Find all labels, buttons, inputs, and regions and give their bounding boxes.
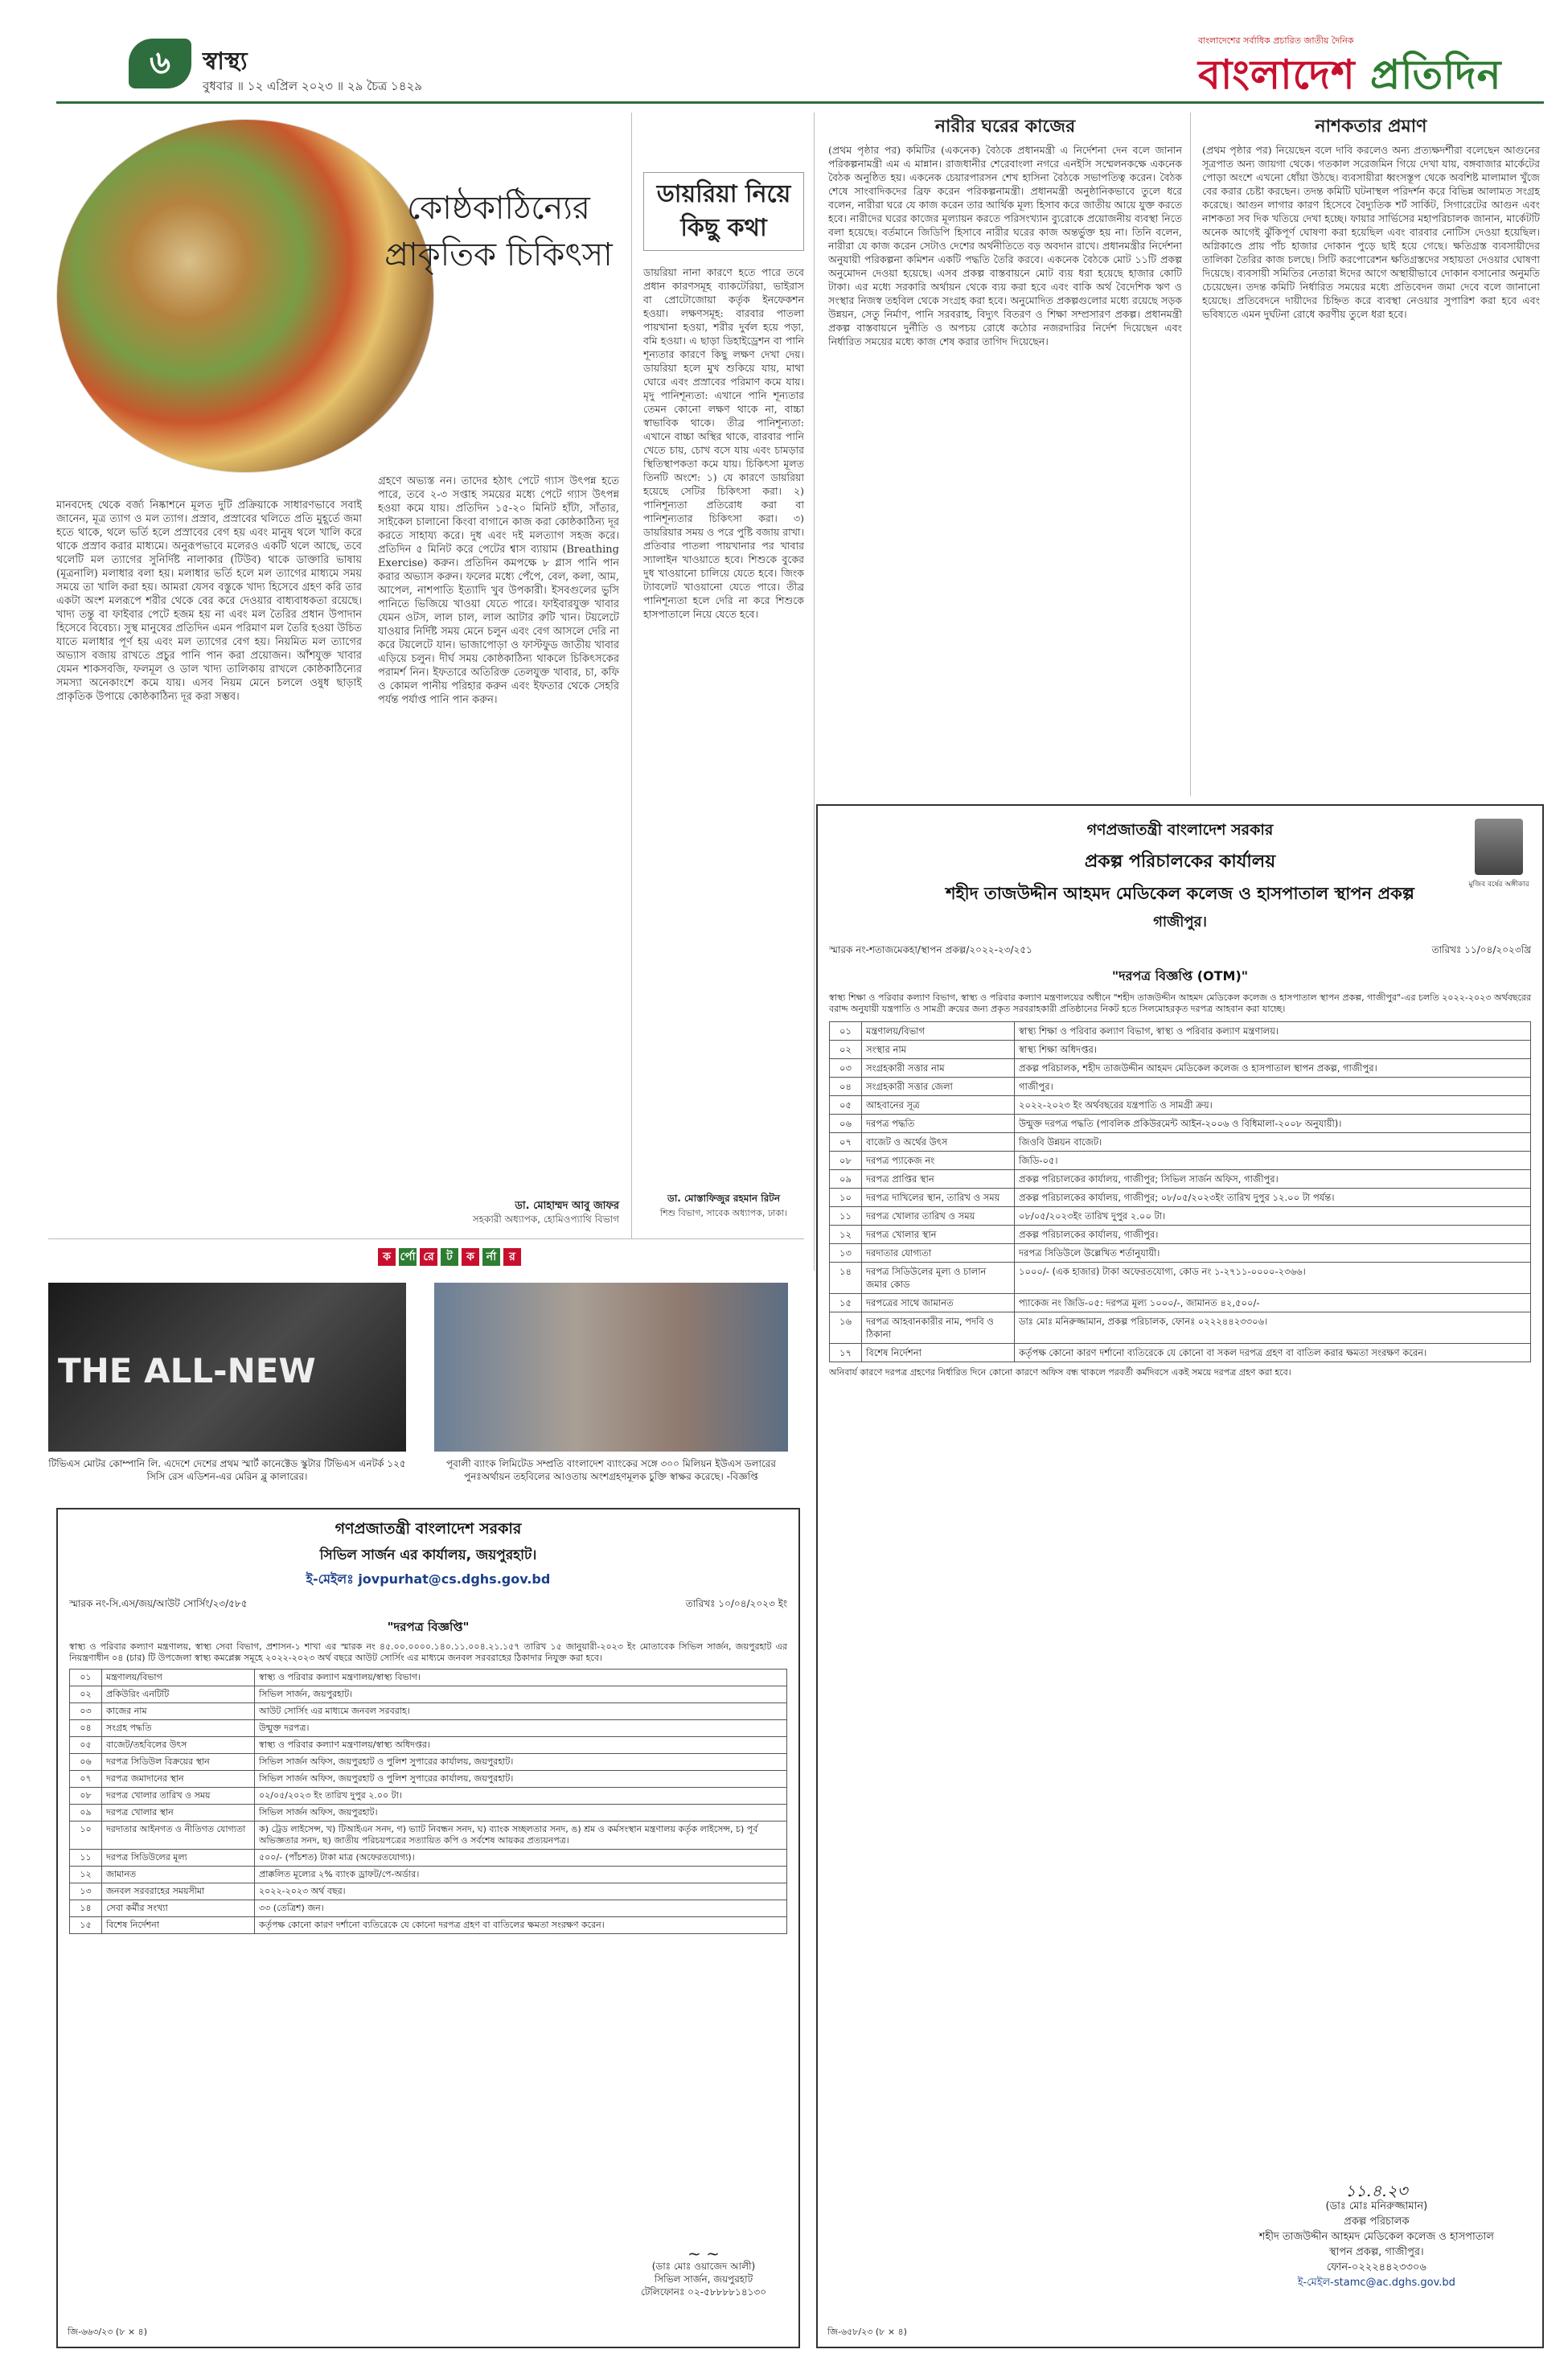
row-label: দরপত্র খোলার স্থান: [102, 1805, 255, 1822]
lead-body-col2: গ্রহণে অভ্যস্ত নন। তাদের হঠাৎ পেটে গ্যাস উৎপন্ন হতে পারে, তবে ২-৩ সপ্তাহ সময়ের মধ্যে পেটে গ্যাস উৎপন্ন হওয়া কমে যায়। প্রতিদিন ১৫-২০ মিনিট হাঁটা, সাঁতার, সাইকেল চালানো কিংবা বাগানে কাজ করা কোষ্ঠকাঠিন্য দূর করতে সাহায্য করে। দুধ এবং দই মলত্যাগ সহজ করে। প্রতিদিন ৫ মিনিট করে পেটের শ্বাস ব্যায়াম (Breathing Exercise) করুন। প্রতিদিন কমপক্ষে ৮ গ্লাস পানি পান করার অভ্যাস করুন। ফলের মধ্যে পেঁপে, বেল, কলা, আম, আপেল, নাশপাতি ইত্যাদি খুব উপকারী। ইসবগুলের ভুসি পানিতে ভিজিয়ে খাওয়া যেতে পারে। ফাইবারযুক্ত খাবার যেমন ওটস, লাল চাল, লাল আটার রুটি খান। টয়লেটে যাওয়ার নির্দিষ্ট সময় মেনে চলুন এবং বেগ আসলে দেরি না করে টয়লেটে যান। ভাজাপোড়া ও ফাস্টফুড জাতীয় খাবার এড়িয়ে চলুন। দীর্ঘ সময় কোষ্ঠকাঠিন্য থাকলে চিকিৎসকের পরামর্শ নিন। ইফতারে অতিরিক্ত তেলযুক্ত খাবার, চা, কফি ও কোমল পানীয় পরিহার করুন এবং ইফতার থেকে সেহরি পর্যন্ত পর্যাপ্ত পানি পান করুন।: [378, 475, 619, 706]
table-row: [830, 1152, 1531, 1170]
row-value: প্যাকেজ নং জিডি-০৫: দরপত্র মূল্য ১০০০/-, জামানত ৪২,৫০০/-: [1015, 1294, 1531, 1312]
banner-letter: ট: [441, 1248, 458, 1266]
row-label: জনবল সরবরাহের সময়সীমা: [102, 1883, 255, 1900]
row-label: বিশেষ নির্দেশনা: [102, 1917, 255, 1934]
row-label: জামানত: [102, 1867, 255, 1883]
table-row: [70, 1737, 787, 1754]
table-row: [70, 1917, 787, 1934]
table-row: [830, 1312, 1531, 1344]
diarrhea-headline: ডায়রিয়া নিয়ে কিছু কথা: [643, 172, 804, 251]
row-label: সংস্থার নাম: [862, 1041, 1015, 1059]
ad-title: "দরপত্র বিজ্ঞপ্তি": [387, 1620, 470, 1634]
table-row: [70, 1788, 787, 1805]
scooter-ad-text: THE ALL-NEW: [58, 1351, 316, 1390]
table-row: [830, 1133, 1531, 1152]
row-number: ০৫: [70, 1737, 102, 1754]
table-row: [70, 1850, 787, 1867]
ad-project: শহীদ তাজউদ্দীন আহমদ মেডিকেল কলেজ ও হাসপাতাল স্থাপন প্রকল্প: [946, 884, 1414, 903]
row-value: দরপত্র সিডিউলে উল্লেখিত শর্তানুযায়ী।: [1015, 1244, 1531, 1263]
row-value: ডাঃ মোঃ মনিরুজ্জামান, প্রকল্প পরিচালক, ফোনঃ ০২২২৪৪২৩৩০৬।: [1015, 1312, 1531, 1344]
row-number: ০২: [830, 1041, 862, 1059]
page-number: ৬: [129, 39, 191, 88]
row-value: ০৮/০৫/২০২৩ইং তারিখ দুপুর ২.০০ টা।: [1015, 1207, 1531, 1226]
row-label: দরপত্র প্রাপ্তির স্থান: [862, 1170, 1015, 1189]
table-row: [830, 1244, 1531, 1263]
row-label: বাজেট ও অর্থের উৎস: [862, 1133, 1015, 1152]
section-divider: [48, 1238, 804, 1239]
row-number: ০৩: [830, 1059, 862, 1078]
sign-role: প্রকল্প পরিচালক: [1344, 2216, 1410, 2228]
section-title: স্বাস্থ্য: [203, 47, 248, 76]
ad-gov: গণপ্রজাতন্ত্রী বাংলাদেশ সরকার: [335, 1520, 522, 1538]
row-label: দরপত্র আহবানকারীর নাম, পদবি ও ঠিকানা: [862, 1312, 1015, 1344]
table-row: [830, 1059, 1531, 1078]
banner-letter: র্পো: [399, 1248, 417, 1266]
lead-body-col1: মানবদেহ থেকে বর্জ্য নিষ্কাশনে মূলত দুটি প্রক্রিয়াকে সাধারণভাবে সবাই জানেন, মূত্র ত্যাগ ও মল ত্যাগ। প্রস্রাব, প্রস্রাবের থলিতে প্রতি মুহূর্তে জমা হতে থাকে, থলে ভর্তি হলে প্রস্রাবের বেগ হয় এবং মানুষ থলে খালি করে থাকে প্রস্রাব করার মাধ্যমে। অনুরূপভাবে মলেরও একটি থলে আছে, তবে থলেটি মল ত্যাগের সুনির্দিষ্ট নালাকার (টিউব) থাকে ডাক্তারি ভাষায় (মূত্রনালি) মলাধার বলা হয়। মলাধার ভর্তি হলে মল ত্যাগের মাধ্যমে সময় সময়ে তা খালি করা হয়। আমরা যেসব বস্তুকে খাদ্য হিসেবে গ্রহণ করি তার একটা অংশ মলরূপে শরীর থেকে বের করে দেওয়ার বাধ্যবাধকতা রয়েছে। খাদ্য তন্তু বা ফাইবার পেটে হজম হয় না এবং মল তৈরির প্রধান উপাদান হিসেবে বিবেচ্য। সুস্থ মানুষের প্রতিদিন এমন পরিমাণ মল তৈরি হওয়া উচিত যাতে মলাধার পূর্ণ হয় এবং মল ত্যাগের বেগ হয়। নিয়মিত মল ত্যাগের অভ্যাস বজায় রাখতে প্রচুর পানি পান করা প্রয়োজন। আঁশযুক্ত খাবার যেমন শাকসবজি, ফলমূল ও ডাল খাদ্য তালিকায় রাখলে কোষ্ঠকাঠিন্যের সমস্যা অনেকাংশে কমে যায়। এসব নিয়ম মেনে চললে ওষুধ ছাড়াই প্রাকৃতিক উপায়ে কোষ্ঠকাঠিন্য দূর করা সম্ভব।: [56, 499, 362, 703]
row-number: ০৭: [830, 1133, 862, 1152]
diarrhea-body: ডায়রিয়া নানা কারণে হতে পারে তবে প্রধান কারণসমূহ ব্যাকটেরিয়া, ভাইরাস বা প্রোটোজোয়া কর্তৃক ইনফেকশন হওয়া। লক্ষণসমূহ: বারবার পাতলা পায়খানা হওয়া, শরীর দুর্বল হয়ে পড়া, বমি হওয়া। এ ছাড়া ডিহাইড্রেশন বা পানি শূন্যতার কারণে কিছু লক্ষণ দেখা দেয়। ডায়রিয়া হলে মুখ শুকিয়ে যায়, মাথা ঘোরে এবং প্রস্রাবের পরিমাণ কমে যায়। মৃদু পানিশূন্যতা: এখানে পানি শূন্যতার তেমন কোনো লক্ষণ থাকে না, বাচ্চা স্বাভাবিক থাকে। তীব্র পানিশূন্যতা: এখানে বাচ্চা অস্থির থাকে, বারবার পানি খেতে চায়, চোখ বসে যায় এবং চামড়ার স্থিতিস্থাপকতা কমে যায়। চিকিৎসা মূলত তিনটি অংশে: ১) যে কারণে ডায়রিয়া হয়েছে সেটির চিকিৎসা করা। ২) পানিশূন্যতা প্রতিরোধ করা বা পানিশূন্যতার চিকিৎসা করা। ৩) ডায়রিয়ার সময় ও পরে পুষ্টি বজায় রাখা। প্রতিবার পাতলা পায়খানার পর খাবার স্যালাইন খাওয়াতে হবে। শিশুকে বুকের দুধ খাওয়ানো চালিয়ে যেতে হবে। জিংক ট্যাবলেট খাওয়ানো যেতে পারে। তীব্র পানিশূন্যতা হলে দেরি না করে শিশুকে হাসপাতালে নিয়ে যেতে হবে।: [643, 266, 804, 620]
row-number: ১৬: [830, 1312, 862, 1344]
banner-letter: র্না: [482, 1248, 500, 1266]
diarrhea-byline: ডা. মোস্তাফিজুর রহমান রিটন: [667, 1193, 780, 1204]
row-number: ১৫: [830, 1294, 862, 1312]
diarrhea-byline-role: শিশু বিভাগ, সাবেক অধ্যাপক, ঢাকা।: [659, 1208, 788, 1218]
column-divider: [631, 113, 632, 1238]
row-number: ০২: [70, 1686, 102, 1703]
tender-table: [69, 1669, 787, 1934]
ad-intro: স্বাস্থ্য ও পরিবার কল্যাণ মন্ত্রণালয়, স্বাস্থ্য সেবা বিভাগ, প্রশাসন-১ শাখা এর স্মারক নং ৪৫.০০.০০০০.১৪০.১১.০০৪.২১.১৫৭ তারিখ ১৫ জানুয়ারী-২০২৩ ইং মোতাবেক সিভিল সার্জন, জয়পুরহাট এর নিয়ন্ত্রণাধীন ০৪ (চার) টি উপজেলা স্বাস্থ্য কমপ্লেক্স সমূহে ২০২২-২০২৩ অর্থ বছরে আউট সোর্সিং এর মাধ্যমে জনবল সরবরাহের ঠিকাদার নিযুক্ত করা হবে।: [69, 1641, 787, 1663]
table-row: [70, 1771, 787, 1788]
row-label: সংগ্রহ পদ্ধতি: [102, 1720, 255, 1737]
tender-table: [829, 1021, 1531, 1362]
row-value: ০২/০৫/২০২৩ ইং তারিখ দুপুর ২.০০ টা।: [255, 1788, 787, 1805]
row-value: জিওবি উন্নয়ন বাজেট।: [1015, 1133, 1531, 1152]
ad-memo-date: তারিখঃ ১০/০৪/২০২৩ ইং: [685, 1598, 787, 1609]
table-row: [70, 1805, 787, 1822]
row-value: ১০০০/- (এক হাজার) টাকা অফেরতযোগ্য, কোড নং ১-২৭১১-০০০০-২৩৬৬।: [1015, 1263, 1531, 1294]
row-label: দরপত্র পদ্ধতি: [862, 1115, 1015, 1133]
row-label: দরপত্র খোলার স্থান: [862, 1226, 1015, 1244]
ad-title: "দরপত্র বিজ্ঞপ্তি (OTM)": [1111, 968, 1249, 984]
row-label: দরপত্র জমাদানের স্থান: [102, 1771, 255, 1788]
banner-letter: ক: [378, 1248, 396, 1266]
row-label: সেবা কর্মীর সংখ্যা: [102, 1900, 255, 1917]
table-row: [70, 1703, 787, 1720]
fruit-photo: [56, 119, 434, 473]
row-value: কর্তৃপক্ষ কোনো কারণ দর্শানো ব্যতিরেকে যে কোনো বা সকল দরপত্র গ্রহণ বা বাতিল করার ক্ষমতা সংরক্ষণ করেন।: [1015, 1344, 1531, 1362]
sign-email[interactable]: ই-মেইল-stamc@ac.dghs.gov.bd: [1297, 2277, 1455, 2289]
row-number: ০৮: [830, 1152, 862, 1170]
row-value: কর্তৃপক্ষ কোনো কারণ দর্শানো ব্যতিরেকে যে কোনো দরপত্র গ্রহণ বা বাতিলের ক্ষমতা সংরক্ষণ করেন।: [255, 1917, 787, 1934]
table-row: [830, 1189, 1531, 1207]
row-label: দরদাতার যোগ্যতা: [862, 1244, 1015, 1263]
row-value: প্রকল্প পরিচালকের কার্যালয়, গাজীপুর; সিভিল সার্জন অফিস, গাজীপুর।: [1015, 1170, 1531, 1189]
lead-byline: ডা. মোহাম্মদ আবু জাফর: [515, 1200, 619, 1212]
row-number: ০১: [70, 1670, 102, 1686]
row-label: বিশেষ নির্দেশনা: [862, 1344, 1015, 1362]
lead-byline-role: সহকারী অধ্যাপক, হোমিওপ্যাথি বিভাগ: [472, 1214, 619, 1225]
table-row: [830, 1041, 1531, 1059]
row-value: ২০২২-২০২৩ অর্থ বছর।: [255, 1883, 787, 1900]
row-number: ০৭: [70, 1771, 102, 1788]
row-number: ১৩: [830, 1244, 862, 1263]
tender-ad-gazipur: [816, 804, 1544, 2348]
row-number: ১৪: [70, 1900, 102, 1917]
row-label: বাজেট/তহবিলের উৎস: [102, 1737, 255, 1754]
row-value: সিভিল সার্জন, জয়পুরহাট।: [255, 1686, 787, 1703]
row-number: ১১: [70, 1850, 102, 1867]
row-label: সংগ্রহকারী সত্তার জেলা: [862, 1078, 1015, 1096]
portrait-photo: [1475, 819, 1523, 875]
row-number: ০৩: [70, 1703, 102, 1720]
row-number: ০৯: [70, 1805, 102, 1822]
fire-headline: নাশকতার প্রমাণ: [1315, 117, 1427, 137]
column-divider: [814, 113, 815, 1271]
sign-org1: শহীদ তাজউদ্দীন আহমদ মেডিকেল কলেজ ও হাসপাতাল: [1258, 2231, 1494, 2243]
caption-bank: পূবালী ব্যাংক লিমিটেড সম্প্রতি বাংলাদেশ ব্যাংকের সঙ্গে ৩০০ মিলিয়ন ইউএস ডলারের পুনঃঅর্থায়ন তহবিলের আওতায় অংশগ্রহণমূলক চুক্তি স্বাক্ষর করেছে। -বিজ্ঞপ্তি: [446, 1458, 776, 1482]
row-value: প্রকল্প পরিচালকের কার্যালয়, গাজীপুর।: [1015, 1226, 1531, 1244]
row-value: সিভিল সার্জন অফিস, জয়পুরহাট ও পুলিশ সুপারের কার্যালয়, জয়পুরহাট।: [255, 1754, 787, 1771]
row-number: ১৪: [830, 1263, 862, 1294]
row-number: ০১: [830, 1022, 862, 1041]
sign-org2: স্থাপন প্রকল্প, গাজীপুর।: [1329, 2246, 1424, 2258]
sign-role: সিভিল সার্জন, জয়পুরহাট: [654, 2273, 753, 2285]
ad-office: সিভিল সার্জন এর কার্যালয়, জয়পুরহাট।: [319, 1547, 537, 1563]
row-number: ০৯: [830, 1170, 862, 1189]
ad-memo: স্মারক নং-সি.এস/জয়/আউট সোর্সিং/২৩/৫৮৫: [69, 1598, 248, 1609]
row-label: দরপত্র দাখিলের স্থান, তারিখ ও সময়: [862, 1189, 1015, 1207]
ad-ref: জি-৬৬৩/২৩ (৮ × ৪): [68, 2327, 147, 2337]
row-label: মন্ত্রণালয়/বিভাগ: [862, 1022, 1015, 1041]
ad-memo-date: তারিখঃ ১১/০৪/২০২৩খ্রি: [1431, 944, 1531, 955]
row-number: ০৫: [830, 1096, 862, 1115]
row-value: আউট সোর্সিং এর মাধ্যমে জনবল সরবরাহ।: [255, 1703, 787, 1720]
table-row: [70, 1822, 787, 1850]
table-row: [70, 1883, 787, 1900]
table-row: [70, 1686, 787, 1703]
row-label: প্রকিউরিং এনটিটি: [102, 1686, 255, 1703]
masthead-logo-part-b: প্রতিদিন: [1369, 51, 1502, 98]
table-row: [830, 1078, 1531, 1096]
tender-ad-joypurhat: [56, 1508, 800, 2348]
ad-gov: গণপ্রজাতন্ত্রী বাংলাদেশ সরকার: [1086, 821, 1274, 839]
row-value: উন্মুক্ত দরপত্র পদ্ধতি (পাবলিক প্রকিউরমেন্ট আইন-২০০৬ ও বিধিমালা-২০০৮ অনুযায়ী)।: [1015, 1115, 1531, 1133]
table-row: [830, 1170, 1531, 1189]
ad-email[interactable]: ই-মেইলঃ jovpurhat@cs.dghs.gov.bd: [306, 1571, 551, 1587]
ad-signature-block: [640, 2244, 766, 2298]
row-number: ০৬: [830, 1115, 862, 1133]
row-value: সিভিল সার্জন অফিস, জয়পুরহাট ও পুলিশ সুপারের কার্যালয়, জয়পুরহাট।: [255, 1771, 787, 1788]
women-body: (প্রথম পৃষ্ঠার পর) কমিটির (একনেক) বৈঠকে প্রধানমন্ত্রী এ নির্দেশনা দেন বলে জানান পরিকল্পনামন্ত্রী এম এ মান্নান। রাজধানীর শেরেবাংলা নগরে এনইসি সম্মেলনকক্ষে একনেক বৈঠক অনুষ্ঠিত হয়। একনেক চেয়ারপারসন শেখ হাসিনা বৈঠকে সভাপতিত্ব করেন। বৈঠক শেষে সাংবাদিকদের ব্রিফ করেন পরিকল্পনামন্ত্রী। প্রধানমন্ত্রী অনুষ্ঠানিকভাবে তুলে ধরে বলেন, নারীরা ঘরে যে কাজ করেন তার আর্থিক মূল্য হিসাব করে জাতীয় আয়ে যুক্ত করতে হবে। নারীদের ঘরের কাজের মূল্যায়ন করতে পরিসংখ্যান ব্যুরোকে প্রয়োজনীয় ব্যবস্থা নিতে বলা হয়েছে। বর্তমানে জিডিপি হিসাবে নারীর ঘরের কাজ অন্তর্ভুক্ত হয় না। তিনি বলেন, নারীরা যে কাজ করেন সেটাও দেশের অর্থনীতিতে বড় অবদান রাখে। প্রধানমন্ত্রীর নির্দেশনা অনুযায়ী পরিকল্পনা কমিশন একটি পদ্ধতি তৈরি করবে। একনেক বৈঠকে মোট ১১টি প্রকল্প অনুমোদন দেওয়া হয়েছে। এসব প্রকল্প বাস্তবায়নে মোট ব্যয় ধরা হয়েছে হাজার কোটি টাকা। এর মধ্যে সরকারি অর্থায়ন থেকে ব্যয় করা হবে এবং বাকি অর্থ বৈদেশিক ঋণ ও সংস্থার নিজস্ব তহবিল থেকে সংগ্রহ করা হবে। অনুমোদিত প্রকল্পগুলোর মধ্যে রয়েছে সড়ক উন্নয়ন, সেতু নির্মাণ, পানি সরবরাহ, বিদ্যুৎ বিতরণ ও শিক্ষা সম্প্রসারণ প্রকল্প। প্রধানমন্ত্রী প্রকল্প বাস্তবায়নে দুর্নীতি ও অপচয় রোধে কঠোর নজরদারির নির্দেশ দিয়েছেন এবং নির্ধারিত সময়ের মধ্যে কাজ শেষ করার তাগিদ দিয়েছেন।: [828, 144, 1182, 347]
row-number: ১১: [830, 1207, 862, 1226]
table-row: [70, 1754, 787, 1771]
signature-date: ১১.৪.২৩: [1345, 2181, 1408, 2200]
issue-date: বুধবার ॥ ১২ এপ্রিল ২০২৩ ॥ ২৯ চৈত্র ১৪২৯: [203, 79, 423, 93]
row-value: স্বাস্থ্য শিক্ষা অধিদপ্তর।: [1015, 1041, 1531, 1059]
row-value: ২০২২-২০২৩ ইং অর্থবছরের যন্ত্রপাতি ও সামগ্রী ক্রয়।: [1015, 1096, 1531, 1115]
ad-office: প্রকল্প পরিচালকের কার্যালয়: [1084, 852, 1276, 872]
corporate-corner-banner: [378, 1248, 521, 1266]
row-value: স্বাস্থ্য শিক্ষা ও পরিবার কল্যাণ বিভাগ, স্বাস্থ্য ও পরিবার কল্যাণ মন্ত্রণালয়।: [1015, 1022, 1531, 1041]
row-label: দরপত্রের সাথে জামানত: [862, 1294, 1015, 1312]
row-value: সিভিল সার্জন অফিস, জয়পুরহাট।: [255, 1805, 787, 1822]
row-value: ৫০০/- (পাঁচশত) টাকা মাত্র (অফেরতযোগ্য)।: [255, 1850, 787, 1867]
table-row: [70, 1720, 787, 1737]
banner-letter: রে: [420, 1248, 437, 1266]
row-value: গাজীপুর।: [1015, 1078, 1531, 1096]
row-label: দরদাতার আইনগত ও নীতিগত যোগ্যতা: [102, 1822, 255, 1850]
row-value: স্বাস্থ্য ও পরিবার কল্যাণ মন্ত্রণালয়/স্বাস্থ্য বিভাগ।: [255, 1670, 787, 1686]
row-number: ১৫: [70, 1917, 102, 1934]
row-number: ১২: [70, 1867, 102, 1883]
table-row: [830, 1263, 1531, 1294]
row-label: কাজের নাম: [102, 1703, 255, 1720]
row-number: ০৮: [70, 1788, 102, 1805]
table-row: [830, 1226, 1531, 1244]
sign-name: (ডাঃ মোঃ মনিরুজ্জামান): [1325, 2200, 1428, 2212]
row-label: আহবানের সূত্র: [862, 1096, 1015, 1115]
ad-note: অনিবার্য কারণে দরপত্র গ্রহণের নির্ধারিত দিনে কোনো কারণে অফিস বন্ধ থাকলে পরবর্তী কর্মদিবসে একই সময়ে দরপত্র গ্রহণ করা হবে।: [829, 1367, 1291, 1378]
row-number: ১০: [830, 1189, 862, 1207]
table-row: [830, 1022, 1531, 1041]
row-number: ১০: [70, 1822, 102, 1850]
row-label: দরপত্র সিডিউলের মূল্য ও চালান জমার কোড: [862, 1263, 1015, 1294]
caption-scooter: টিভিএস মোটর কোম্পানি লি. এদেশে দেশের প্রথম স্মার্ট কানেক্টেড স্কুটার টিভিএস এনটর্ক ১২৫ সিসি রেস এডিশন-এর মেরিন ব্লু কালারের।: [48, 1458, 406, 1482]
row-number: ০৪: [830, 1078, 862, 1096]
table-row: [830, 1344, 1531, 1362]
ad-memo: স্মারক নং-শতাজমেকহা/স্থাপন প্রকল্প/২০২২-২৩/২৫১: [829, 944, 1032, 955]
banner-letter: ক: [462, 1248, 479, 1266]
ad-signature-block: [1259, 2183, 1494, 2290]
table-row: [830, 1115, 1531, 1133]
row-label: দরপত্র খোলার তারিখ ও সময়: [102, 1788, 255, 1805]
row-label: দরপত্র সিডিউল বিক্রয়ের স্থান: [102, 1754, 255, 1771]
bank-agreement-photo: [434, 1283, 788, 1452]
lead-headline: কোষ্ঠকাঠিন্যের প্রাকৃতিক চিকিৎসা: [384, 190, 613, 273]
row-value: জিডি-০৫।: [1015, 1152, 1531, 1170]
fire-body: (প্রথম পৃষ্ঠার পর) নিয়েছেন বলে দাবি করলেও অন্য প্রত্যক্ষদর্শীরা বলেছেন আগুনের সূত্রপাত অন্য জায়গা থেকে। গতকাল সরেজমিন গিয়ে দেখা যায়, বঙ্গবাজার মার্কেটের পোড়া অংশে এখনো ধোঁয়া উঠছে। ব্যবসায়ীরা ধ্বংসস্তূপ থেকে অবশিষ্ট মালামাল খুঁজে বের করার চেষ্টা করছেন। তদন্ত কমিটি ঘটনাস্থল পরিদর্শন করে বিভিন্ন আলামত সংগ্রহ করেছে। আগুন লাগার কারণ হিসেবে বৈদ্যুতিক শর্ট সার্কিট, সিগারেটের আগুন এবং নাশকতা সব দিক খতিয়ে দেখা হচ্ছে। ফায়ার সার্ভিসের মহাপরিচালক জানান, মার্কেটটি অনেক আগেই ঝুঁকিপূর্ণ ঘোষণা করা হয়েছিল এবং বারবার নোটিস দেওয়া হয়েছিল। অগ্নিকাণ্ডে প্রায় পাঁচ হাজার দোকান পুড়ে ছাই হয়ে গেছে। ক্ষতিগ্রস্ত ব্যবসায়ীদের তালিকা তৈরির কাজ চলছে। সিটি করপোরেশন ক্ষতিগ্রস্তদের সহায়তা দেওয়ার ঘোষণা দিয়েছে। ব্যবসায়ী সমিতির নেতারা ঈদের আগে অস্থায়ীভাবে দোকান বসানোর অনুমতি চেয়েছেন। তদন্ত কমিটি নির্ধারিত সময়ের মধ্যে প্রতিবেদন জমা দেবে বলে জানানো হয়েছে। প্রতিবেদনে দায়ীদের চিহ্নিত করে ব্যবস্থা নেওয়ার সুপারিশ করা হবে এবং ভবিষ্যতে এমন দুর্ঘটনা রোধে করণীয় তুলে ধরা হবে।: [1202, 144, 1540, 320]
masthead-logo-part-a: বাংলাদেশ: [1198, 51, 1370, 98]
ad-intro: স্বাস্থ্য শিক্ষা ও পরিবার কল্যাণ বিভাগ, স্বাস্থ্য ও পরিবার কল্যাণ মন্ত্রণালয়ের অধীনে "শহীদ তাজউদ্দীন আহমদ মেডিকেল কলেজ ও হাসপাতাল স্থাপন প্রকল্প, গাজীপুর"-এর চলতি ২০২২-২০২৩ অর্থবছরের বরাদ্দ অনুযায়ী যন্ত্রপাতি ও সামগ্রী ক্রয়ের জন্য প্রকৃত সরবরাহকারী প্রতিষ্ঠানের নিকট হতে সিলমোহরকৃত দরপত্র আহবান করা যাচ্ছে।: [829, 992, 1531, 1014]
row-number: ১৭: [830, 1344, 862, 1362]
row-value: ৩৩ (তেত্রিশ) জন।: [255, 1900, 787, 1917]
row-value: প্রকল্প পরিচালকের কার্যালয়, গাজীপুর; ০৮/০৫/২০২৩ইং তারিখ দুপুর ১২.০০ টা পর্যন্ত।: [1015, 1189, 1531, 1207]
table-row: [830, 1294, 1531, 1312]
row-value: স্বাস্থ্য ও পরিবার কল্যাণ মন্ত্রণালয়/স্বাস্থ্য অধিদপ্তর।: [255, 1737, 787, 1754]
row-number: ০৪: [70, 1720, 102, 1737]
table-row: [70, 1867, 787, 1883]
ad-place: গাজীপুর।: [1153, 914, 1207, 930]
table-row: [70, 1670, 787, 1686]
sign-phone: ফোন-০২২২৪৪২৩৩০৬: [1326, 2261, 1426, 2273]
row-label: সংগ্রহকারী সত্তার নাম: [862, 1059, 1015, 1078]
banner-letter: র: [503, 1248, 521, 1266]
women-headline: নারীর ঘরের কাজের: [934, 117, 1076, 137]
table-row: [70, 1900, 787, 1917]
row-value: প্রাক্কলিত মূল্যের ২% ব্যাংক ড্রাফট/পে-অর্ডার।: [255, 1867, 787, 1883]
signature-mark: ~ ~: [688, 2244, 720, 2263]
row-label: দরপত্র খোলার তারিখ ও সময়: [862, 1207, 1015, 1226]
row-value: উন্মুক্ত দরপত্র।: [255, 1720, 787, 1737]
column-divider: [1190, 113, 1191, 796]
sign-name: (ডাঃ মোঃ ওয়াজেদ আলী): [651, 2261, 756, 2272]
row-number: ১২: [830, 1226, 862, 1244]
table-row: [830, 1096, 1531, 1115]
row-number: ০৬: [70, 1754, 102, 1771]
sign-phone: টেলিফোনঃ ০২-৫৮৮৮৮১৪১৩০: [640, 2286, 766, 2298]
row-label: মন্ত্রণালয়/বিভাগ: [102, 1670, 255, 1686]
row-number: ১৩: [70, 1883, 102, 1900]
header-rule: [56, 101, 1544, 104]
ad-ref: জি-৬৫৮/২৩ (৮ × ৪): [827, 2327, 907, 2337]
ad-slogan: মুজিব বর্ষের অঙ্গীকার: [1468, 881, 1529, 889]
row-label: দরপত্র সিডিউলের মূল্য: [102, 1850, 255, 1867]
row-value: ক) ট্রেড লাইসেন্স, খ) টিআইএন সনদ, গ) ভ্যাট নিবন্ধন সনদ, ঘ) ব্যাংক সচ্ছলতার সনদ, ঙ) শ্রম ও কর্মসংস্থান মন্ত্রণালয় কর্তৃক লাইসেন্স, চ) পূর্ব অভিজ্ঞতার সনদ, ছ) জাতীয় পরিচয়পত্রের সত্যায়িত কপি ও সর্বশেষ আয়কর প্রত্যয়নপত্র।: [255, 1822, 787, 1850]
row-value: প্রকল্প পরিচালক, শহীদ তাজউদ্দীন আহমদ মেডিকেল কলেজ ও হাসপাতাল স্থাপন প্রকল্প, গাজীপুর।: [1015, 1059, 1531, 1078]
masthead-tagline: বাংলাদেশের সর্বাধিক প্রচারিত জাতীয় দৈনিক: [1198, 35, 1354, 46]
table-row: [830, 1207, 1531, 1226]
row-label: দরপত্র প্যাকেজ নং: [862, 1152, 1015, 1170]
